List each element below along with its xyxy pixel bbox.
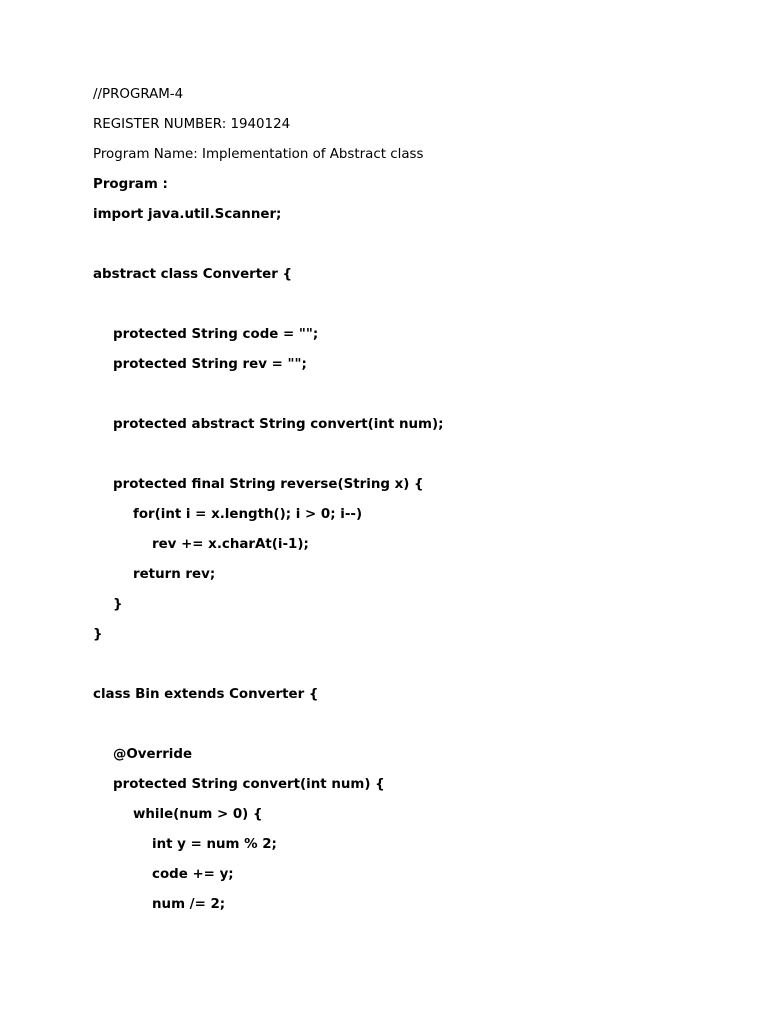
code-line-close-class: } xyxy=(93,627,103,642)
code-line-override: @Override xyxy=(113,747,193,762)
code-line-divide: num /= 2; xyxy=(152,897,226,912)
code-line-reverse-method: protected final String reverse(String x) { xyxy=(113,477,424,492)
code-line-blank xyxy=(93,236,443,266)
code-line-rev-append: rev += x.charAt(i-1); xyxy=(152,537,309,552)
code-line-abstract-method: protected abstract String convert(int num); xyxy=(113,417,444,432)
code-line-blank xyxy=(93,386,443,416)
code-line-modulo: int y = num % 2; xyxy=(152,837,277,852)
code-line-field-rev: protected String rev = ""; xyxy=(113,357,307,372)
code-line-blank xyxy=(93,716,443,746)
code-line-blank xyxy=(93,446,443,476)
program-label: //PROGRAM-4 xyxy=(93,87,184,102)
program-heading: Program : xyxy=(93,177,168,192)
code-line-for-loop: for(int i = x.length(); i > 0; i--) xyxy=(133,507,363,522)
code-line-class-converter: abstract class Converter { xyxy=(93,267,293,282)
document-body xyxy=(93,86,443,926)
code-line-code-append: code += y; xyxy=(152,867,234,882)
code-line-return-rev: return rev; xyxy=(133,567,216,582)
code-line-blank xyxy=(93,296,443,326)
code-line-field-code: protected String code = ""; xyxy=(113,327,319,342)
register-number: REGISTER NUMBER: 1940124 xyxy=(93,117,291,132)
program-name: Program Name: Implementation of Abstract class xyxy=(93,147,424,162)
code-line-convert-method: protected String convert(int num) { xyxy=(113,777,385,792)
code-line-blank xyxy=(93,656,443,686)
code-line-import: import java.util.Scanner; xyxy=(93,207,282,222)
code-line-class-bin: class Bin extends Converter { xyxy=(93,687,319,702)
code-line-close-method: } xyxy=(113,597,123,612)
code-line-while-loop: while(num > 0) { xyxy=(133,807,263,822)
